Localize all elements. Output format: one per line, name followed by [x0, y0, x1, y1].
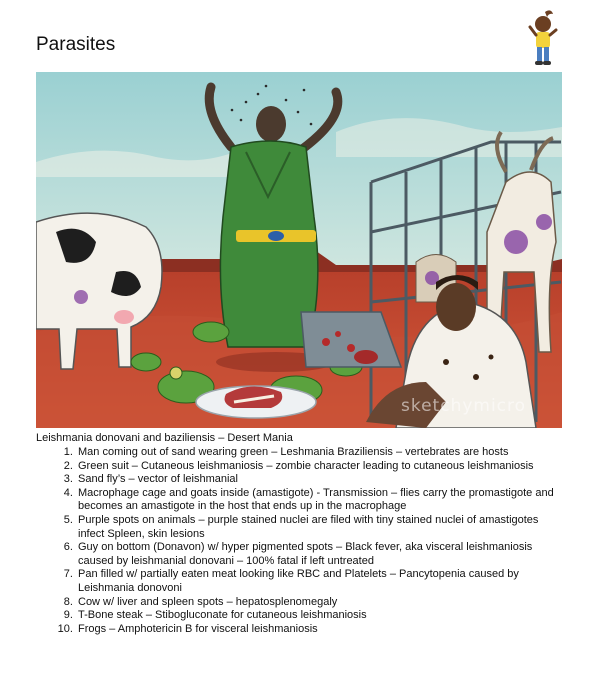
list-item: 9. T-Bone steak – Stibogluconate for cutaneous leishmaniosis — [76, 609, 566, 623]
list-item: 6. Guy on bottom (Donavon) w/ hyper pigmented spots – Black fever, aka visceral leishmaniosis caused by leishmanial donovani – 100% fatal if left untreated — [76, 541, 566, 568]
watermark: sketchymicro — [401, 396, 527, 416]
list-item: 10. Frogs – Amphotericin B for visceral leishmaniosis — [76, 623, 566, 637]
list-item: 8. Cow w/ liver and spleen spots – hepatosplenomegaly — [76, 596, 566, 610]
list-item: 5. Purple spots on animals – purple stained nuclei are filed with tiny stained nuclei of amastigotes infect Spleen, skin lesions — [76, 514, 566, 541]
list-item: 4. Macrophage cage and goats inside (amastigote) - Transmission – flies carry the promastigote and becomes an amastigote in the host that ends up in the macrophage — [76, 487, 566, 514]
notes-list — [36, 446, 566, 636]
page-title: Parasites — [36, 34, 116, 55]
leishmania-illustration — [36, 72, 562, 428]
caption: Leishmania donovani and baziliensis – Desert Mania — [36, 432, 293, 444]
mascot-icon — [526, 8, 566, 70]
list-item: 3. Sand fly’s – vector of leishmanial — [76, 473, 566, 487]
list-item: 2. Green suit – Cutaneous leishmaniosis – zombie character leading to cutaneous leishmaniosis — [76, 460, 566, 474]
t-bone-steak-plate — [196, 386, 316, 418]
list-item: 1. Man coming out of sand wearing green – Leshmania Braziliensis – vertebrates are hosts — [76, 446, 566, 460]
list-item: 7. Pan filled w/ partially eaten meat looking like RBC and Platelets – Pancytopenia caused by Leishmania donovoni — [76, 568, 566, 595]
